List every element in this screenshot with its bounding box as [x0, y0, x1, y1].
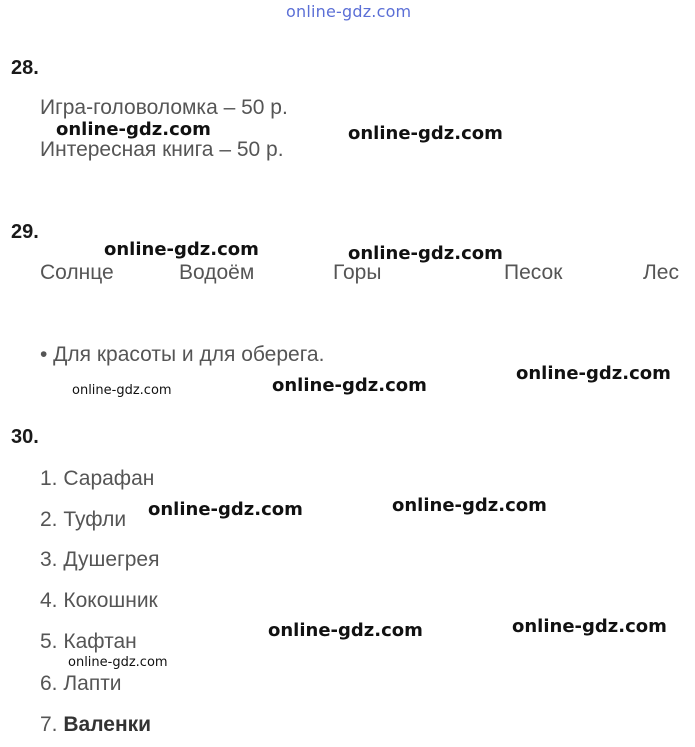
watermark: online-gdz.com: [104, 239, 259, 260]
watermark: online-gdz.com: [68, 655, 168, 670]
task-29-word-sand: Песок: [504, 261, 563, 284]
watermark: online-gdz.com: [56, 119, 211, 140]
list-item-text: Лапти: [63, 672, 122, 695]
task-29-note: • Для красоты и для оберега.: [40, 343, 325, 366]
list-item-number: 3.: [40, 548, 58, 571]
watermark: online-gdz.com: [272, 375, 427, 396]
list-item: [40, 589, 158, 613]
list-item: [40, 548, 159, 572]
task-29-word-mountains: Горы: [333, 261, 382, 284]
watermark: online-gdz.com: [72, 383, 172, 398]
watermark: online-gdz.com: [512, 616, 667, 637]
list-item-number: 2.: [40, 508, 58, 531]
task-28-line-1: Игра-головоломка – 50 р.: [40, 96, 288, 119]
watermark: online-gdz.com: [392, 495, 547, 516]
list-item-text: Кафтан: [63, 630, 137, 653]
list-item-number: 4.: [40, 589, 58, 612]
list-item-text: Туфли: [63, 508, 127, 531]
task-30-number: 30.: [11, 426, 39, 448]
list-item: [40, 467, 154, 491]
site-watermark-top: online-gdz.com: [286, 2, 412, 21]
list-item-text: Сарафан: [63, 467, 155, 490]
list-item-text: Душегрея: [63, 548, 160, 571]
list-item: [40, 672, 122, 696]
list-item-text: Валенки: [63, 713, 152, 736]
list-item-number: 6.: [40, 672, 58, 695]
list-item-number: 1.: [40, 467, 58, 490]
list-item: [40, 713, 151, 737]
watermark: online-gdz.com: [348, 123, 503, 144]
task-29-number: 29.: [11, 221, 39, 243]
list-item: [40, 630, 137, 654]
task-29-word-sun: Солнце: [40, 261, 114, 284]
list-item-number: 7.: [40, 713, 58, 736]
list-item-text: Кокошник: [63, 589, 158, 612]
watermark: online-gdz.com: [268, 620, 423, 641]
list-item: [40, 508, 126, 532]
task-28-number: 28.: [11, 57, 39, 79]
task-29-word-water: Водоём: [179, 261, 255, 284]
watermark: online-gdz.com: [348, 243, 503, 264]
watermark: online-gdz.com: [516, 363, 671, 384]
task-29-word-forest: Лес: [643, 261, 679, 284]
task-28-line-2: Интересная книга – 50 р.: [40, 138, 284, 161]
list-item-number: 5.: [40, 630, 58, 653]
watermark: online-gdz.com: [148, 499, 303, 520]
